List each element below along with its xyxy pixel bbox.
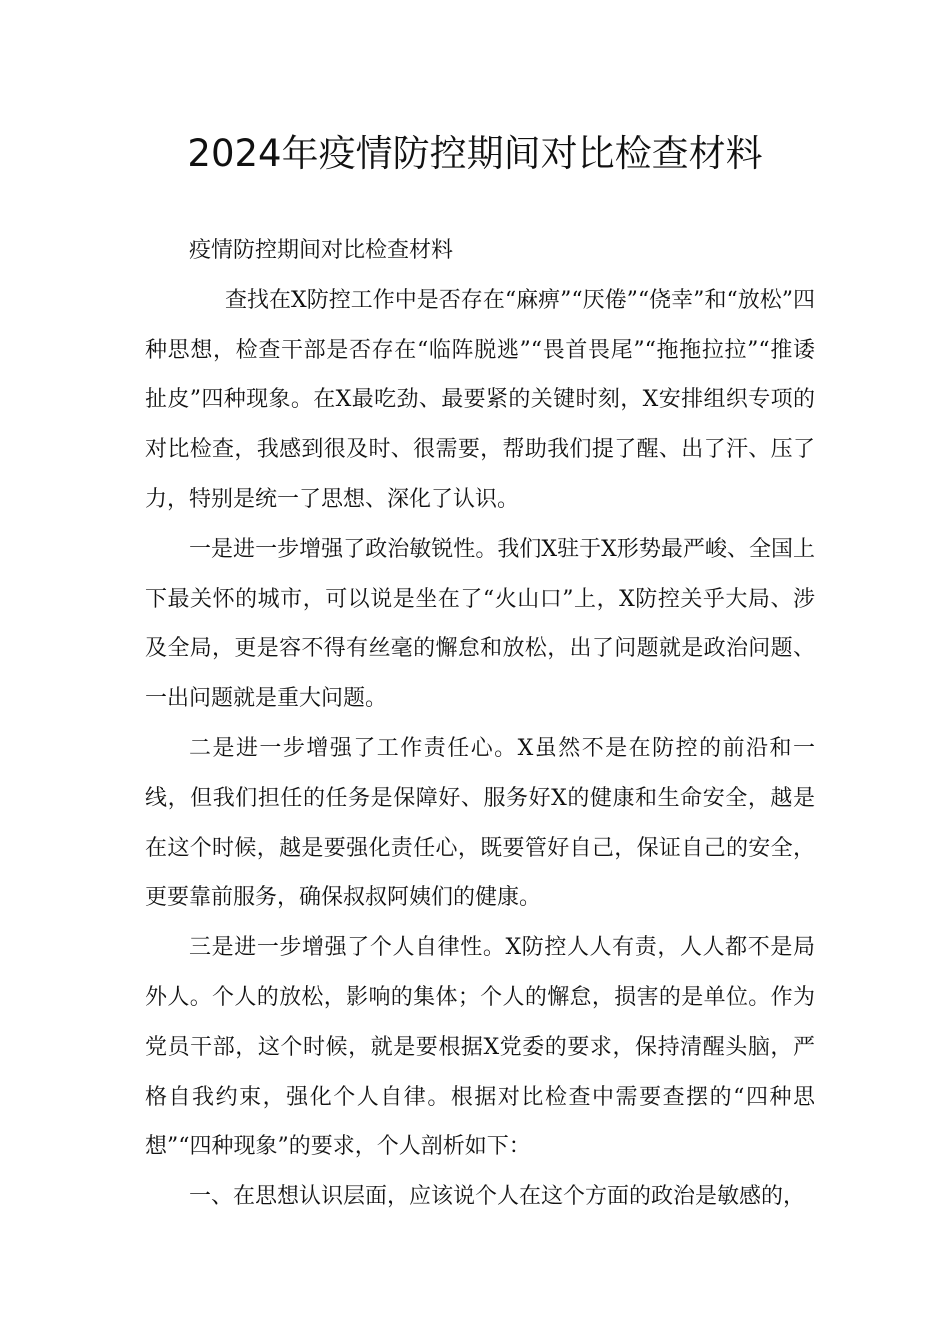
- paragraph-work-responsibility: 二是进一步增强了工作责任心。X虽然不是在防控的前沿和一线，但我们担任的任务是保障好、服务好X的健康和生命安全，越是在这个时候，越是要强化责任心，既要管好自己，保证自己的安全，更要靠前服务，确保叔叔阿姨们的健康。: [145, 735, 815, 911]
- document-subtitle: 疫情防控期间对比检查材料: [189, 238, 454, 263]
- paragraph-self-discipline: 三是进一步增强了个人自律性。X防控人人有责，人人都不是局外人。个人的放松，影响的集体；个人的懈怠，损害的是单位。作为党员干部，这个时候，就是要根据X党委的要求，保持清醒头脑，严格自我约束，强化个人自律。根据对比检查中需要查摆的“四种思想”“四种现象”的要求，个人剖析如下：: [145, 935, 815, 1160]
- paragraph-political-sensitivity: 一是进一步增强了政治敏锐性。我们X驻于X形势最严峻、全国上下最关怀的城市，可以说是坐在了“火山口”上，X防控关乎大局、涉及全局，更是容不得有丝毫的懈怠和放松，出了问题就是政治问题、一出问题就是重大问题。: [145, 536, 815, 712]
- paragraph-ideological-level: 一、在思想认识层面，应该说个人在这个方面的政治是敏感的，: [189, 1184, 806, 1210]
- paragraph-intro: 查找在X防控工作中是否存在“麻痹”“厌倦”“侥幸”和“放松”四种思想，检查干部是否存在“临阵脱逃”“畏首畏尾”“拖拖拉拉”“推诿扯皮”四种现象。在X最吃劲、最要紧的关键时刻，X安排组织专项的对比检查，我感到很及时、很需要，帮助我们提了醒、出了汗、压了力，特别是统一了思想、深化了认识。: [145, 287, 815, 512]
- document-title: 2024年疫情防控期间对比检查材料: [187, 132, 763, 175]
- document-body: [145, 226, 815, 1222]
